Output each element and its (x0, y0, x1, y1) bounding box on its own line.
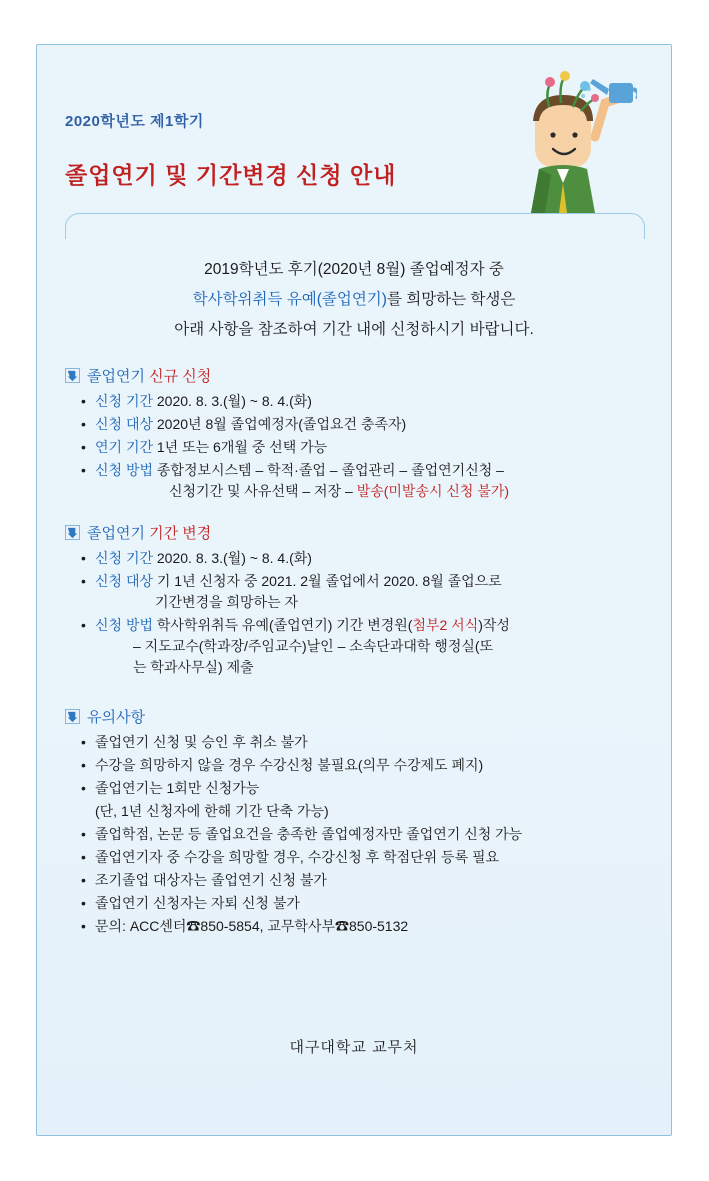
list-item: • 졸업학점, 논문 등 졸업요건을 충족한 졸업예정자만 졸업연기 신청 가능 (81, 824, 647, 845)
section-title: 유의사항 (87, 709, 145, 726)
spacer (65, 508, 647, 522)
notes-items (65, 732, 647, 937)
item-text: 기 1년 신청자 중 2021. 2월 졸업에서 2020. 8월 졸업으로 (153, 573, 502, 589)
item-label: 신청 대상 (95, 416, 153, 432)
list-item: • 조기졸업 대상자는 졸업연기 신청 불가 (81, 870, 647, 891)
item-label: 신청 기간 (95, 550, 153, 566)
list-item (81, 414, 647, 435)
notice-poster (36, 44, 672, 1136)
list-item-sub (81, 801, 647, 822)
header-divider (65, 213, 645, 239)
section-period-change (65, 522, 647, 678)
list-item: • 수강을 희망하지 않을 경우 수강신청 불필요(의무 수강제도 폐지) (81, 755, 647, 776)
list-item: • 졸업연기자 중 수강을 희망할 경우, 수강신청 후 학점단위 등록 필요 (81, 847, 647, 868)
arrow-marker-icon (65, 525, 80, 540)
list-item (81, 391, 647, 412)
spacer (65, 684, 647, 706)
intro-line-1: 2019학년도 후기(2020년 8월) 졸업예정자 중 (204, 261, 504, 278)
arrow-marker-icon (65, 368, 80, 383)
section-header (65, 522, 647, 543)
item-text: 1년 또는 6개월 중 선택 가능 (153, 439, 328, 455)
item-label: 연기 기간 (95, 439, 153, 455)
item-label: 신청 방법 (95, 617, 153, 633)
list-item: • 졸업연기는 1회만 신청가능 (81, 778, 647, 799)
item-text: 2020. 8. 3.(월) ~ 8. 4.(화) (153, 393, 312, 409)
item-text: 2020. 8. 3.(월) ~ 8. 4.(화) (153, 550, 312, 566)
list-item (81, 460, 647, 502)
item-label: 신청 대상 (95, 573, 153, 589)
intro-highlight: 학사학위취득 유예(졸업연기) (192, 291, 387, 308)
section-title (87, 522, 211, 543)
item-label: 신청 기간 (95, 393, 153, 409)
section-title-main: 졸업연기 (87, 525, 145, 542)
item-cont-text: 신청기간 및 사유선택 – 저장 – (169, 483, 357, 499)
section-title-accent: 기간 변경 (149, 525, 212, 542)
arrow-marker-icon (65, 709, 80, 724)
list-item (81, 615, 647, 678)
page-title: 졸업연기 및 기간변경 신청 안내 (65, 162, 397, 188)
list-item: • 졸업연기 신청 및 승인 후 취소 불가 (81, 732, 647, 753)
section-notes (65, 706, 647, 937)
section-title-accent: 신규 신청 (149, 368, 212, 385)
section-new-application (65, 365, 647, 502)
section-header (65, 365, 647, 386)
list-item: • 문의: ACC센터☎850-5854, 교무학사부☎850-5132 (81, 916, 647, 937)
thinking-person-illustration (477, 63, 637, 213)
intro-line-2 (37, 285, 671, 315)
section-items (65, 548, 647, 678)
item-text-post: )작성 (478, 617, 510, 633)
item-attachment-highlight: 첨부2 서식 (412, 617, 479, 633)
item-label: 신청 방법 (95, 462, 153, 478)
list-item-sub-text: (단, 1년 신청자에 한해 기간 단축 가능) (95, 803, 329, 819)
semester-label: 2020학년도 제1학기 (65, 113, 204, 130)
intro-line-3: 아래 사항을 참조하여 기간 내에 신청하시기 바랍니다. (174, 321, 534, 338)
item-continuation-2: 는 학과사무실) 제출 (133, 659, 254, 675)
list-item (81, 437, 647, 458)
poster-header (37, 45, 671, 220)
item-cont-highlight: 발송(미발송시 신청 불가) (356, 483, 510, 499)
intro-line-2-tail: 를 희망하는 학생은 (386, 291, 516, 308)
item-text: 학사학위취득 유예(졸업연기) 기간 변경원( (153, 617, 413, 633)
list-item (81, 548, 647, 569)
section-header (65, 706, 647, 727)
section-items (65, 391, 647, 502)
poster-body (65, 365, 647, 943)
item-continuation (95, 481, 647, 502)
item-text: 2020년 8월 졸업예정자(졸업요건 충족자) (153, 416, 407, 432)
item-continuation: – 지도교수(학과장/주임교수)날인 – 소속단과대학 행정실(또 (133, 638, 494, 654)
list-item: • 졸업연기 신청자는 자퇴 신청 불가 (81, 893, 647, 914)
footer-issuer: 대구대학교 교무처 (289, 1039, 419, 1056)
item-text: 종합정보시스템 – 학적·졸업 – 졸업관리 – 졸업연기신청 – (153, 462, 504, 478)
intro-block (37, 255, 671, 345)
list-item (81, 571, 647, 613)
section-title (87, 365, 211, 386)
item-continuation: 기간변경을 희망하는 자 (155, 594, 299, 610)
section-title-main: 졸업연기 (87, 368, 145, 385)
